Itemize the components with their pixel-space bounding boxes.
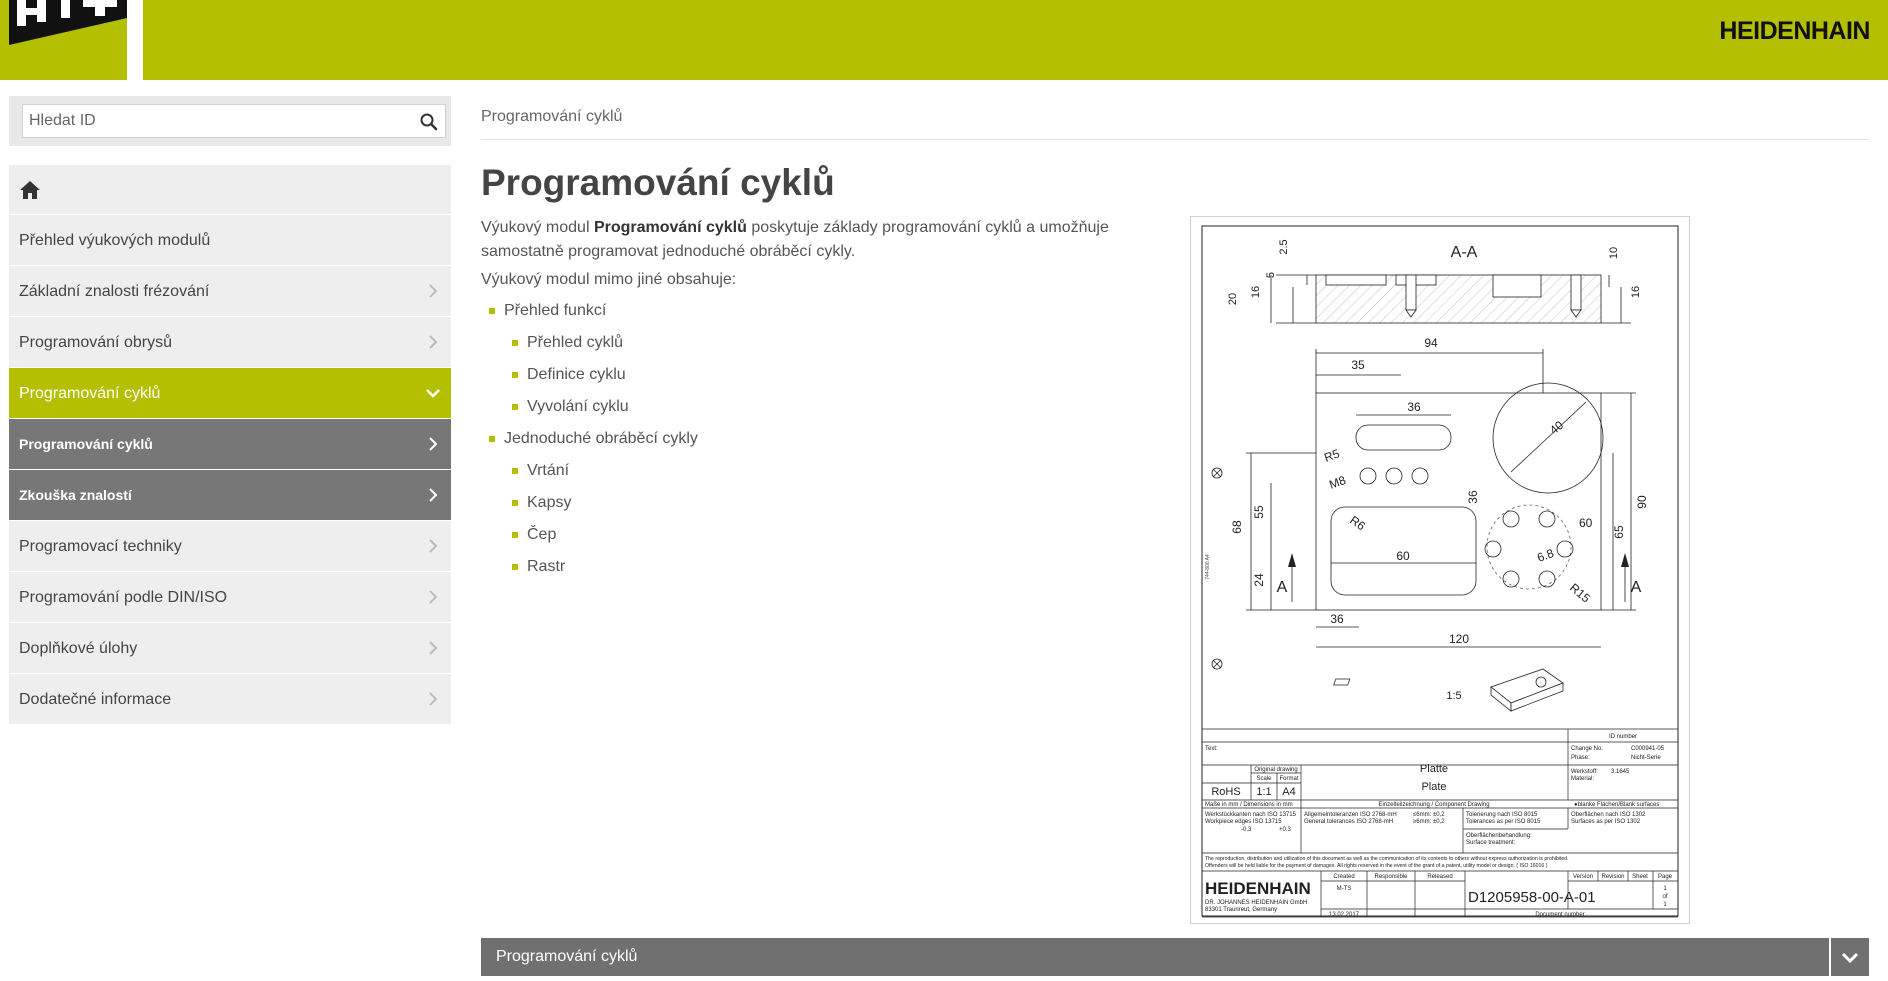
search-input[interactable] bbox=[23, 105, 403, 137]
sidebar-item-label: Programování obrysů bbox=[19, 334, 172, 351]
tb-label: Tolerances as per ISO 8015 bbox=[1466, 819, 1541, 825]
chevron-right-icon bbox=[427, 641, 439, 655]
tb-legal: The reproduction, distribution and utilization of this document as well as the communication of its contents to others without express authorization is prohibited. bbox=[1205, 856, 1569, 862]
list-item: Jednoduché obráběcí cykly bbox=[489, 429, 698, 461]
tb-logo: HEIDENHAIN bbox=[1205, 879, 1311, 898]
list-item: Vyvolání cyklu bbox=[512, 397, 698, 429]
tb-label: Version bbox=[1572, 874, 1594, 880]
chevron-right-icon bbox=[427, 437, 439, 451]
tb-label: Sheet bbox=[1632, 874, 1648, 880]
dim-label: 90 bbox=[1635, 495, 1649, 509]
tb-label: Maße in mm / Dimensions in mm bbox=[1205, 802, 1293, 808]
dim-label: 2.5 bbox=[1278, 239, 1290, 255]
tb-label: Revision bbox=[1601, 874, 1625, 880]
tb-label: ●blanke Flächen/Blank surfaces bbox=[1574, 802, 1660, 808]
dim-label: 16 bbox=[1630, 285, 1642, 299]
tb-label: Format bbox=[1279, 776, 1299, 782]
sidebar-nav bbox=[9, 165, 451, 725]
tb-title: Plate bbox=[1421, 781, 1447, 793]
chevron-down-icon bbox=[425, 386, 441, 400]
chevron-right-icon bbox=[427, 335, 439, 349]
tb-value: 13.02.2017 bbox=[1328, 912, 1360, 918]
sidebar-item-contour-programming[interactable] bbox=[9, 317, 451, 368]
list-item: Definice cyklu bbox=[512, 365, 698, 397]
tb-label: Phase: bbox=[1571, 755, 1590, 761]
list-item: Přehled cyklů bbox=[512, 333, 698, 365]
tb-label: Workpiece edges ISO 13715 bbox=[1205, 819, 1282, 825]
sidebar-item-label: Dodatečné informace bbox=[19, 691, 172, 708]
tb-label: Oberflächen nach ISO 1302 bbox=[1571, 812, 1646, 818]
sidebar-item-label: Programovací techniky bbox=[19, 538, 182, 555]
sidebar-item-milling-basics[interactable] bbox=[9, 266, 451, 317]
logo-separator bbox=[127, 0, 143, 80]
tb-label: Document number bbox=[1535, 912, 1585, 918]
tb-label: +0.3 bbox=[1279, 827, 1291, 833]
tb-label: Allgemeintoleranzen ISO 2768-mH bbox=[1304, 812, 1397, 818]
dim-label: 60 bbox=[1396, 549, 1410, 563]
tb-label: Werkstoff: bbox=[1571, 769, 1598, 775]
search-icon[interactable] bbox=[419, 112, 439, 132]
dim-label: 68 bbox=[1230, 520, 1244, 534]
tb-value: 1:1 bbox=[1256, 786, 1272, 798]
dim-label: 120 bbox=[1448, 632, 1470, 646]
intro-subtitle: Výukový modul mimo jiné obsahuje: bbox=[481, 271, 737, 288]
list-item: Vrtání bbox=[512, 461, 698, 493]
dim-label: 5 bbox=[1265, 271, 1277, 279]
tb-value: Nicht-Serie bbox=[1631, 755, 1661, 761]
dim-label: 36 bbox=[1466, 490, 1480, 504]
dim-label: 6.8 bbox=[1535, 545, 1556, 565]
tb-label: -0.3 bbox=[1241, 827, 1252, 833]
sidebar-item-label: Programování podle DIN/ISO bbox=[19, 589, 228, 606]
tb-label: Werkstückkanten nach ISO 13715 bbox=[1205, 812, 1296, 818]
sidebar-subitem-knowledge-test[interactable] bbox=[9, 470, 451, 521]
tb-label: DR. JOHANNES HEIDENHAIN GmbH bbox=[1205, 900, 1308, 906]
tb-label: Oberflächenbehandlung: bbox=[1466, 833, 1532, 839]
tb-value: 3.1645 bbox=[1611, 769, 1630, 775]
dim-label: 60 bbox=[1579, 516, 1593, 530]
dim-label: M8 bbox=[1327, 472, 1348, 492]
sidebar-item-din-iso[interactable] bbox=[9, 572, 451, 623]
sidebar-item-label: Programování cyklů bbox=[19, 436, 153, 452]
list-item: Kapsy bbox=[512, 493, 698, 525]
tb-value: A4 bbox=[1282, 786, 1296, 798]
chevron-down-icon bbox=[1831, 938, 1869, 976]
sidebar-item-label: Zkouška znalostí bbox=[19, 487, 132, 503]
tb-label: 83301 Traunreut, Germany bbox=[1205, 907, 1278, 913]
tb-label: Tolerierung nach ISO 8015 bbox=[1466, 812, 1538, 818]
tb-label: ID number bbox=[1608, 734, 1638, 740]
search-field bbox=[22, 104, 446, 138]
tb-value: RoHS bbox=[1211, 786, 1241, 798]
tb-label: Einzelteilzeichnung / Component Drawing bbox=[1378, 802, 1490, 808]
chevron-right-icon bbox=[427, 590, 439, 604]
sidebar-item-label: Doplňkové úlohy bbox=[19, 640, 138, 657]
section-marker: A bbox=[1276, 579, 1288, 596]
tb-label: Change No. bbox=[1571, 746, 1604, 752]
sidebar-item-label: Programování cyklů bbox=[19, 385, 161, 402]
tb-value: C000941-05 bbox=[1631, 746, 1665, 752]
sidebar-subitem-cycle-programming[interactable] bbox=[9, 419, 451, 470]
chevron-right-icon bbox=[427, 692, 439, 706]
accordion-toggle-button[interactable] bbox=[1829, 938, 1869, 976]
tb-docno: D1205958-00-A-01 bbox=[1468, 889, 1596, 906]
tb-label: Text: bbox=[1205, 746, 1218, 752]
dim-label: 24 bbox=[1252, 573, 1266, 587]
intro-text: Výukový modul Programování cyklů poskytuje základy programování cyklů a umožňuje samostatně programovat jednoduché obráběcí cykly. bbox=[481, 219, 1109, 260]
brand-logo[interactable]: HEIDENHAIN bbox=[1719, 17, 1870, 45]
tb-title: Platte bbox=[1419, 763, 1449, 775]
hit-logo[interactable] bbox=[9, 0, 127, 80]
dim-label: 20 bbox=[1227, 292, 1239, 306]
search-panel bbox=[9, 96, 451, 146]
tb-label: Created bbox=[1333, 874, 1355, 880]
sidebar-item-home[interactable] bbox=[9, 165, 451, 215]
tb-label: Page bbox=[1657, 874, 1673, 880]
tb-label: Released bbox=[1427, 874, 1453, 880]
dim-label: 35 bbox=[1351, 358, 1365, 372]
breadcrumb-divider bbox=[481, 139, 1869, 140]
sidebar-item-additional-tasks[interactable] bbox=[9, 623, 451, 674]
tb-value: M-TS bbox=[1336, 886, 1352, 892]
dim-label: 10 bbox=[1608, 246, 1620, 260]
page-title: Programování cyklů bbox=[481, 162, 835, 203]
tb-label: General tolerances ISO 2768-mH bbox=[1304, 819, 1394, 825]
dim-label: 40 bbox=[1546, 417, 1567, 438]
content-list bbox=[489, 301, 698, 589]
dim-label: R15 bbox=[1567, 580, 1593, 606]
dim-label: R5 bbox=[1322, 446, 1342, 465]
accordion-label: Programování cyklů bbox=[496, 948, 638, 965]
tb-label: Surface treatment: bbox=[1466, 840, 1516, 846]
technical-drawing[interactable] bbox=[1190, 216, 1690, 924]
tb-value: 1 bbox=[1663, 886, 1667, 892]
breadcrumb[interactable]: Programování cyklů bbox=[481, 108, 623, 125]
tb-label: Scale bbox=[1256, 776, 1272, 782]
home-icon bbox=[19, 180, 41, 200]
dim-label: 65 bbox=[1612, 525, 1626, 539]
tb-label: Surfaces as per ISO 1302 bbox=[1571, 819, 1641, 825]
sidebar-item-label: Přehled výukových modulů bbox=[19, 232, 211, 249]
chevron-right-icon bbox=[427, 539, 439, 553]
chevron-right-icon bbox=[427, 284, 439, 298]
accordion-header[interactable] bbox=[481, 938, 1869, 976]
section-label: A-A bbox=[1450, 244, 1478, 261]
tb-value: 1 bbox=[1663, 902, 1667, 908]
dim-label: 36 bbox=[1330, 612, 1344, 626]
dim-label: 94 bbox=[1424, 336, 1438, 350]
scale-label: 1:5 bbox=[1446, 690, 1462, 702]
side-text: 744-800 A4 bbox=[1205, 554, 1211, 580]
list-item: Čep bbox=[512, 525, 698, 557]
sidebar-item-label: Základní znalosti frézování bbox=[19, 283, 210, 300]
section-marker: A bbox=[1630, 579, 1642, 596]
list-item: Rastr bbox=[512, 557, 698, 589]
tb-label: Original drawing bbox=[1254, 767, 1298, 773]
sidebar-item-cycle-programming[interactable] bbox=[9, 368, 451, 419]
dim-label: 16 bbox=[1250, 285, 1262, 299]
top-header bbox=[0, 0, 1888, 80]
tb-value: of bbox=[1662, 894, 1668, 900]
tb-label: Material: bbox=[1571, 776, 1595, 782]
dim-label: 36 bbox=[1407, 400, 1421, 414]
dim-label: 55 bbox=[1252, 505, 1266, 519]
sidebar-item-additional-info[interactable] bbox=[9, 674, 451, 725]
sidebar-item-programming-techniques[interactable] bbox=[9, 521, 451, 572]
tb-legal: Offenders will be held liable for the payment of damages. All rights reserved in the event of the grant of a patent, utility model or design. ( ISO 16016 ) bbox=[1205, 863, 1548, 869]
list-item: Přehled funkcí bbox=[489, 301, 698, 333]
chevron-right-icon bbox=[427, 488, 439, 502]
tb-label: ≥6mm: ±0,2 bbox=[1413, 819, 1445, 825]
dim-label: R6 bbox=[1347, 512, 1368, 534]
sidebar-item-overview[interactable] bbox=[9, 215, 451, 266]
tb-label: Responsible bbox=[1374, 874, 1408, 880]
tb-label: ≤6mm: ±0,2 bbox=[1413, 812, 1445, 818]
